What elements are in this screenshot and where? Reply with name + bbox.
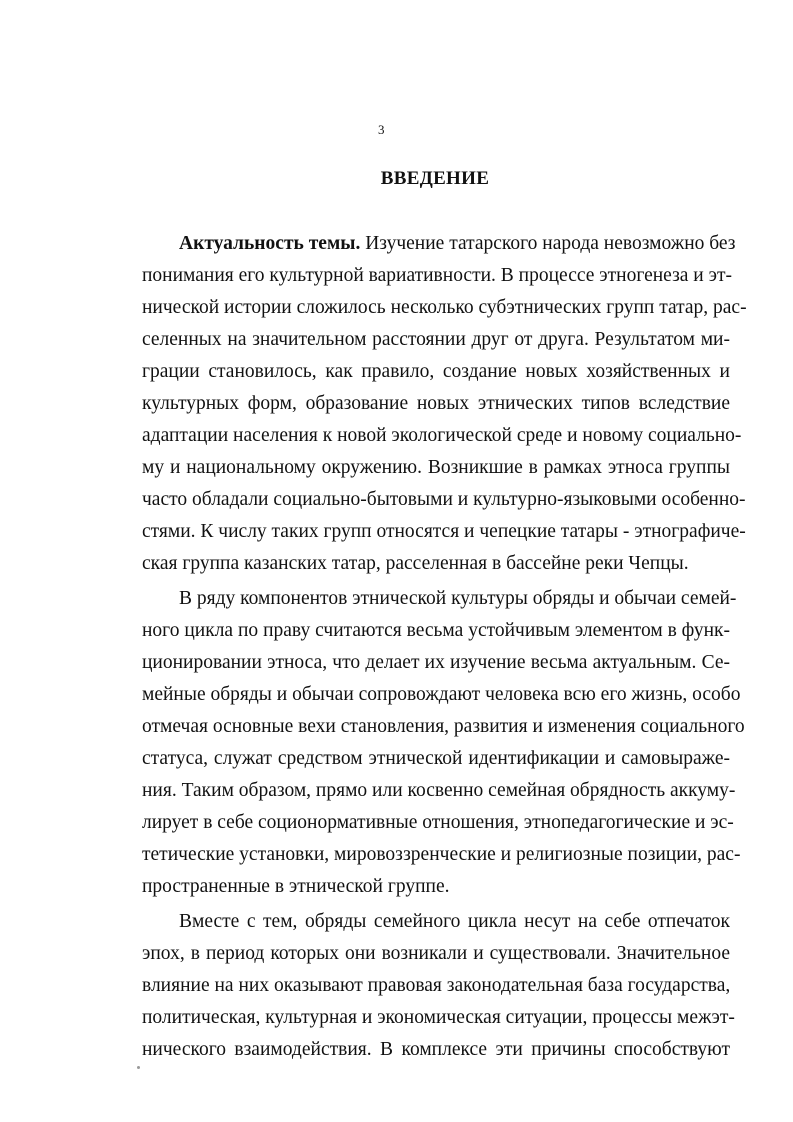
text-line: мейные обряды и обычаи сопровождают человека всю его жизнь, особо [142,684,741,705]
page-number: 3 [378,122,385,137]
text-line: грации становилось, как правило, создание новых хозяйственных и [142,361,730,382]
text-line: селенных на значительном расстоянии друг от друга. Результатом ми- [142,329,730,350]
text-line: нического взаимодействия. В комплексе эти причины способствуют [142,1039,730,1060]
text-line [179,231,736,257]
text-line: часто обладали социально-бытовыми и культурно-языковыми особенно- [142,489,746,510]
text-line: му и национальному окружению. Возникшие в рамках этноса группы [142,457,730,478]
text-line: влияние на них оказывают правовая законодательная база государства, [142,975,731,996]
text-line: культурных форм, образование новых этнических типов вследствие [142,393,730,414]
text-line: понимания его культурной вариативности. В процессе этногенеза и эт- [142,265,732,286]
text-line: статуса, служат средством этнической идентификации и самовыраже- [142,748,730,769]
text-line: эпох, в период которых они возникали и существовали. Значительное [142,943,730,964]
page-heading: ВВЕДЕНИЕ [380,168,490,189]
text-line: Вместе с тем, обряды семейного цикла несут на себе отпечаток [179,911,730,932]
text-line: пространенные в этнической группе. [142,876,450,897]
text-line: В ряду компонентов этнической культуры обряды и обычаи семей- [179,588,737,609]
text-line: нической истории сложилось несколько субэтнических групп татар, рас- [142,297,747,318]
text-line: тетические установки, мировоззренческие и религиозные позиции, рас- [142,844,741,865]
lead-phrase: Актуальность темы. [179,233,361,254]
text-line: отмечая основные вехи становления, развития и изменения социального [142,716,745,737]
text-line: политическая, культурная и экономическая ситуации, процессы межэт- [142,1007,735,1028]
text-line: стями. К числу таких групп относятся и чепецкие татары - этнографиче- [142,521,746,542]
text-line: лирует в себе соционормативные отношения, этнопедагогические и эс- [142,812,734,833]
text-line: ного цикла по праву считаются весьма устойчивым элементом в функ- [142,620,730,641]
text-line: ционировании этноса, что делает их изучение весьма актуальным. Се- [142,652,730,673]
text-line: адаптации населения к новой экологической среде и новому социально- [142,425,742,446]
text-line-rest: Изучение татарского народа невозможно без [365,233,736,254]
text-line: ния. Таким образом, прямо или косвенно семейная обрядность аккуму- [142,780,736,801]
text-line: ская группа казанских татар, расселенная в бассейне реки Чепцы. [142,553,689,574]
scan-speck [137,1066,140,1069]
